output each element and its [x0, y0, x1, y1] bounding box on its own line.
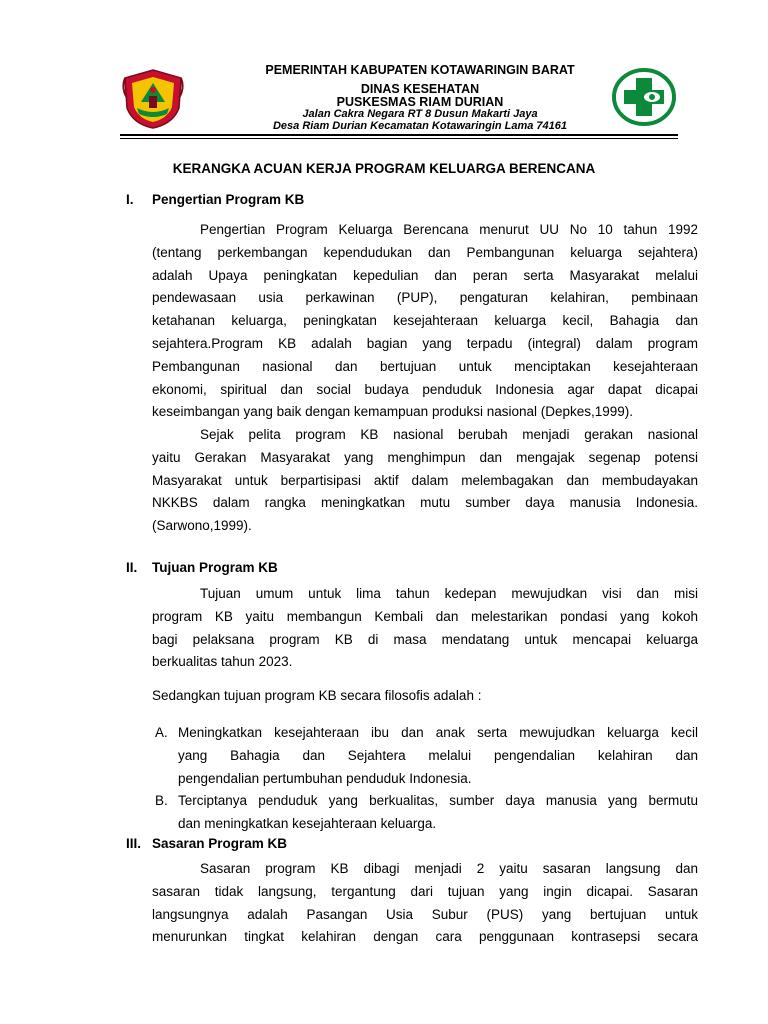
text-line: (tentang perkembangan kependudukan dan Pembangunan keluarga sejahtera)	[152, 244, 698, 260]
text-line: Sedangkan tujuan program KB secara filosofis adalah :	[152, 688, 482, 703]
text-line: ketahanan keluarga, peningkatan kesejahteraan keluarga kecil, Bahagia dan	[152, 313, 698, 329]
section-1-heading	[126, 192, 304, 207]
text-line: (Sarwono,1999).	[152, 518, 252, 534]
list-marker: A.	[155, 725, 168, 740]
text-line: pendewasaan usia perkawinan (PUP), pengaturan kelahiran, pembinaan	[152, 290, 698, 306]
section-3-paragraph-1	[152, 858, 698, 949]
section-title: Tujuan Program KB	[152, 560, 278, 575]
text-line: Sasaran program KB dibagi menjadi 2 yaitu sasaran langsung dan	[200, 861, 698, 876]
text-line: langsungnya adalah Pasangan Usia Subur (PUS) yang bertujuan untuk	[152, 906, 698, 922]
regency-emblem-logo	[121, 68, 185, 130]
letterhead-rule-thin	[120, 138, 678, 139]
letterhead-village: Desa Riam Durian Kecamatan Kotawaringin Lama 74161	[272, 120, 568, 132]
text-line: yaitu Gerakan Masyarakat yang menghimpun dan mengajak segenap potensi	[152, 449, 698, 465]
text-line: sasaran tidak langsung, tergantung dari tujuan yang ingin dicapai. Sasaran	[152, 883, 698, 899]
text-line: bagi pelaksana program KB di masa mendatang untuk mencapai keluarga	[152, 631, 698, 647]
list-item-a	[152, 722, 698, 790]
text-line: dan meningkatkan kesejahteraan keluarga.	[178, 815, 437, 831]
text-line: Meningkatkan kesejahteraan ibu dan anak serta mewujudkan keluarga kecil	[178, 725, 698, 740]
section-1-paragraph-1	[152, 219, 698, 424]
section-2-paragraph-1	[152, 583, 698, 674]
section-1-paragraph-2	[152, 424, 698, 538]
letterhead-government: PEMERINTAH KABUPATEN KOTAWARINGIN BARAT	[265, 63, 575, 77]
text-line: Pengertian Program Keluarga Berencana menurut UU No 10 tahun 1992	[200, 222, 698, 237]
text-line: sejahtera.Program KB adalah bagian yang terpadu (integral) dalam program	[152, 335, 698, 351]
section-2-heading	[126, 560, 278, 575]
text-line: pengendalian pertumbuhan penduduk Indonesia.	[178, 770, 472, 786]
section-title: Sasaran Program KB	[152, 836, 288, 851]
text-line: NKKBS dalam rangka meningkatkan mutu sumber daya manusia Indonesia.	[152, 495, 698, 511]
text-line: yang Bahagia dan Sejahtera melalui pengendalian kelahiran dan	[178, 747, 698, 763]
text-line: keseimbangan yang baik dengan kemampuan produksi nasional (Depkes,1999).	[152, 404, 634, 420]
section-number: II.	[126, 560, 138, 575]
text-line: berkualitas tahun 2023.	[152, 654, 293, 670]
text-line: Terciptanya penduduk yang berkualitas, sumber daya manusia yang bermutu	[178, 793, 698, 808]
text-line: program KB yaitu membangun Kembali dan melestarikan pondasi yang kokoh	[152, 608, 698, 624]
text-line: menurunkan tingkat kelahiran dengan cara penggunaan kontrasepsi secara	[152, 929, 698, 945]
text-line: adalah Upaya peningkatan kepedulian dan peran serta Masyarakat melalui	[152, 267, 698, 283]
section-number: III.	[126, 836, 142, 851]
section-number: I.	[126, 192, 134, 207]
letterhead-puskesmas: PUSKESMAS RIAM DURIAN	[336, 95, 504, 109]
list-marker: B.	[155, 793, 168, 808]
letterhead-agency: DINAS KESEHATAN	[360, 82, 480, 96]
text-line: Masyarakat untuk berpartisipasi aktif dalam melembagakan dan membudayakan	[152, 472, 698, 488]
text-line: Sejak pelita program KB nasional berubah menjadi gerakan nasional	[200, 427, 698, 442]
section-title: Pengertian Program KB	[152, 192, 305, 207]
list-item-b	[152, 790, 698, 836]
puskesmas-logo	[612, 68, 676, 126]
text-line: ekonomi, spiritual dan social budaya penduduk Indonesia agar dapat dicapai	[152, 381, 698, 397]
section-2-paragraph-2	[152, 685, 698, 708]
section-3-heading	[126, 836, 287, 851]
letterhead-address: Jalan Cakra Negara RT 8 Dusun Makarti Jaya	[302, 108, 538, 120]
text-line: Pembangunan nasional dan bertujuan untuk menciptakan kesejahteraan	[152, 358, 698, 374]
document-title: KERANGKA ACUAN KERJA PROGRAM KELUARGA BERENCANA	[172, 161, 596, 176]
letterhead-rule-thick	[120, 134, 678, 136]
text-line: Tujuan umum untuk lima tahun kedepan mewujudkan visi dan misi	[200, 586, 698, 601]
